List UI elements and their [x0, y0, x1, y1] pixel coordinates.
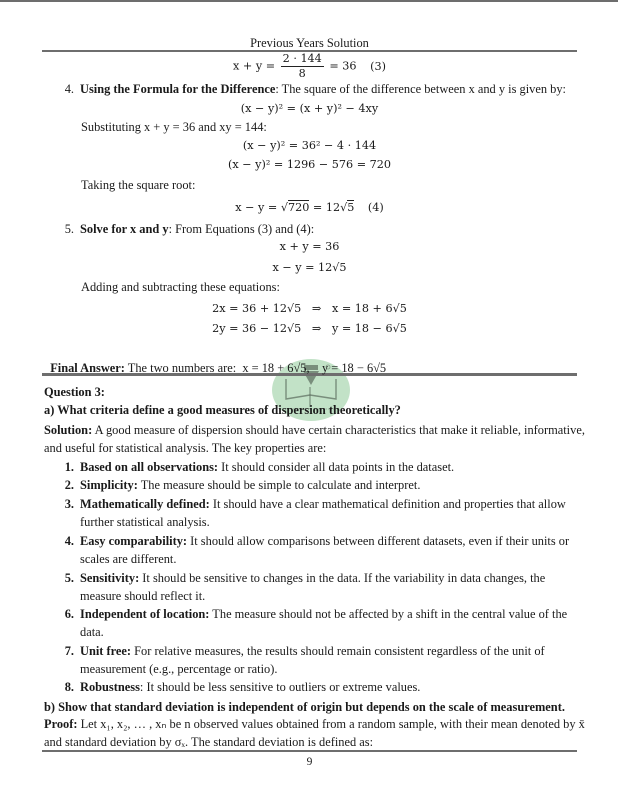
criteria-text: : It should be less sensitive to outliers or extreme values. [139, 680, 421, 694]
criteria-item-7-cont: measurement (e.g., percentage or ratio). [80, 662, 278, 676]
step-5-text: : From Equations (3) and (4): [168, 222, 315, 236]
criteria-item-5 [56, 569, 545, 587]
eq3-fraction [281, 52, 324, 81]
criteria-title: Mathematically defined: [80, 497, 210, 511]
proof-line-2: and standard deviation by σₓ. The standard deviation is defined as: [44, 735, 374, 749]
eq3-denominator: 8 [298, 67, 306, 80]
calculation-2: (x − y)² = 1296 − 576 = 720 [228, 158, 391, 171]
criteria-number: 7. [64, 644, 74, 658]
question-3-title-text: Question 3: [44, 385, 105, 399]
solution-line-1 [44, 421, 585, 439]
final-answer-text: The two numbers are: x = 18 + 6√5, y = 18 − 6√5 [124, 361, 387, 375]
square-root-label: Taking the square root: [81, 178, 196, 192]
adding-label: Adding and subtracting these equations: [81, 280, 280, 294]
proof-line-1 [44, 715, 585, 733]
criteria-text: The measure should be simple to calculate and interpret. [137, 478, 421, 492]
question-3-title [44, 383, 105, 401]
question-3b [44, 698, 565, 716]
step-5-heading [60, 220, 314, 238]
criteria-text: The measure should not be affected by a shift in the central value of the [209, 607, 568, 621]
equation-4 [42, 199, 577, 217]
criteria-item-4-cont: scales are different. [80, 552, 177, 566]
footer-rule [42, 750, 577, 752]
solution-label: Solution: [44, 423, 93, 437]
final-answer [44, 341, 386, 377]
solution-text-1: A good measure of dispersion should have certain characteristics that make it reliable, informative, [92, 423, 585, 437]
page-number: 9 [306, 756, 313, 768]
criteria-title: Simplicity: [80, 478, 138, 492]
equation-difference: x − y = 12√5 [272, 261, 347, 274]
eq4-lhs: x − y = √ [235, 201, 288, 214]
criteria-title: Sensitivity: [80, 571, 140, 585]
step-4-title: Using the Formula for the Difference [80, 82, 276, 96]
final-answer-label: Final Answer: [50, 361, 125, 375]
solution-line-2: and useful for statistical analysis. The key properties are: [44, 441, 327, 455]
proof-label: Proof: [44, 717, 78, 731]
criteria-item-4 [56, 532, 569, 550]
criteria-text: It should allow comparisons between different datasets, even if their units or [187, 534, 570, 548]
criteria-number: 3. [64, 497, 74, 511]
criteria-number: 5. [64, 571, 74, 585]
question-3b-text: b) Show that standard deviation is independent of origin but depends on the scale of measurement. [44, 700, 565, 714]
equation-y: 2y = 36 − 12√5 ⇒ y = 18 − 6√5 [212, 322, 407, 335]
step-4-heading [60, 80, 566, 98]
page-header-title: Previous Years Solution [250, 36, 369, 50]
criteria-number: 2. [64, 478, 74, 492]
step-5-title: Solve for x and y [80, 222, 169, 236]
equation-sum: x + y = 36 [279, 240, 340, 253]
eq4-radicand: 720 [287, 201, 310, 214]
criteria-item-5-cont: measure should reflect it. [80, 589, 206, 603]
criteria-item-2 [56, 476, 420, 494]
eq3-rhs: = 36 [329, 59, 357, 73]
criteria-number: 1. [64, 460, 74, 474]
step-4-text: : The square of the difference between x and y is given by: [275, 82, 566, 96]
criteria-number: 6. [64, 607, 74, 621]
criteria-title: Based on all observations: [80, 460, 219, 474]
criteria-item-6-cont: data. [80, 625, 104, 639]
criteria-title: Independent of location: [80, 607, 210, 621]
criteria-title: Robustness [80, 680, 140, 694]
criteria-text: It should consider all data points in the dataset. [218, 460, 455, 474]
calculation-1: (x − y)² = 36² − 4 · 144 [242, 139, 377, 152]
substituting-label: Substituting x + y = 36 and xy = 144: [81, 120, 267, 134]
question-3a-text: a) What criteria define a good measures of dispersion theoretically? [44, 403, 401, 417]
criteria-title: Unit free: [80, 644, 132, 658]
criteria-item-1 [56, 458, 454, 476]
eq4-mid: = 12√ [309, 201, 348, 214]
eq4-radicand-2: 5 [347, 201, 355, 214]
criteria-item-7 [56, 642, 545, 660]
equation-x: 2x = 36 + 12√5 ⇒ x = 18 + 6√5 [212, 302, 407, 315]
step-4-number: 4. [64, 82, 74, 96]
criteria-title: Easy comparability: [80, 534, 188, 548]
criteria-text: It should be sensitive to changes in the data. If the variability in data changes, the [139, 571, 546, 585]
criteria-number: 8. [64, 680, 74, 694]
criteria-number: 4. [64, 534, 74, 548]
proof-text-1: Let x₁, x₂, … , xₙ be n observed values obtained from a random sample, with their mean denoted by x̄ [77, 717, 585, 731]
eq3-tag: (3) [370, 59, 386, 73]
criteria-text: It should have a clear mathematical definition and properties that allow [209, 497, 566, 511]
step-5-number: 5. [64, 222, 74, 236]
criteria-item-8 [56, 678, 420, 696]
eq4-tag: (4) [367, 201, 384, 214]
criteria-item-3 [56, 495, 566, 513]
top-border [0, 0, 618, 2]
criteria-text: For relative measures, the results should remain consistent regardless of the unit of [131, 644, 545, 658]
equation-3 [42, 52, 577, 80]
question-3a [44, 401, 401, 419]
criteria-item-6 [56, 605, 567, 623]
eq3-lhs: x + y = [233, 59, 276, 73]
difference-formula: (x − y)² = (x + y)² − 4xy [240, 102, 379, 115]
criteria-item-3-cont: further statistical analysis. [80, 515, 210, 529]
eq3-numerator: 2 · 144 [282, 52, 322, 65]
